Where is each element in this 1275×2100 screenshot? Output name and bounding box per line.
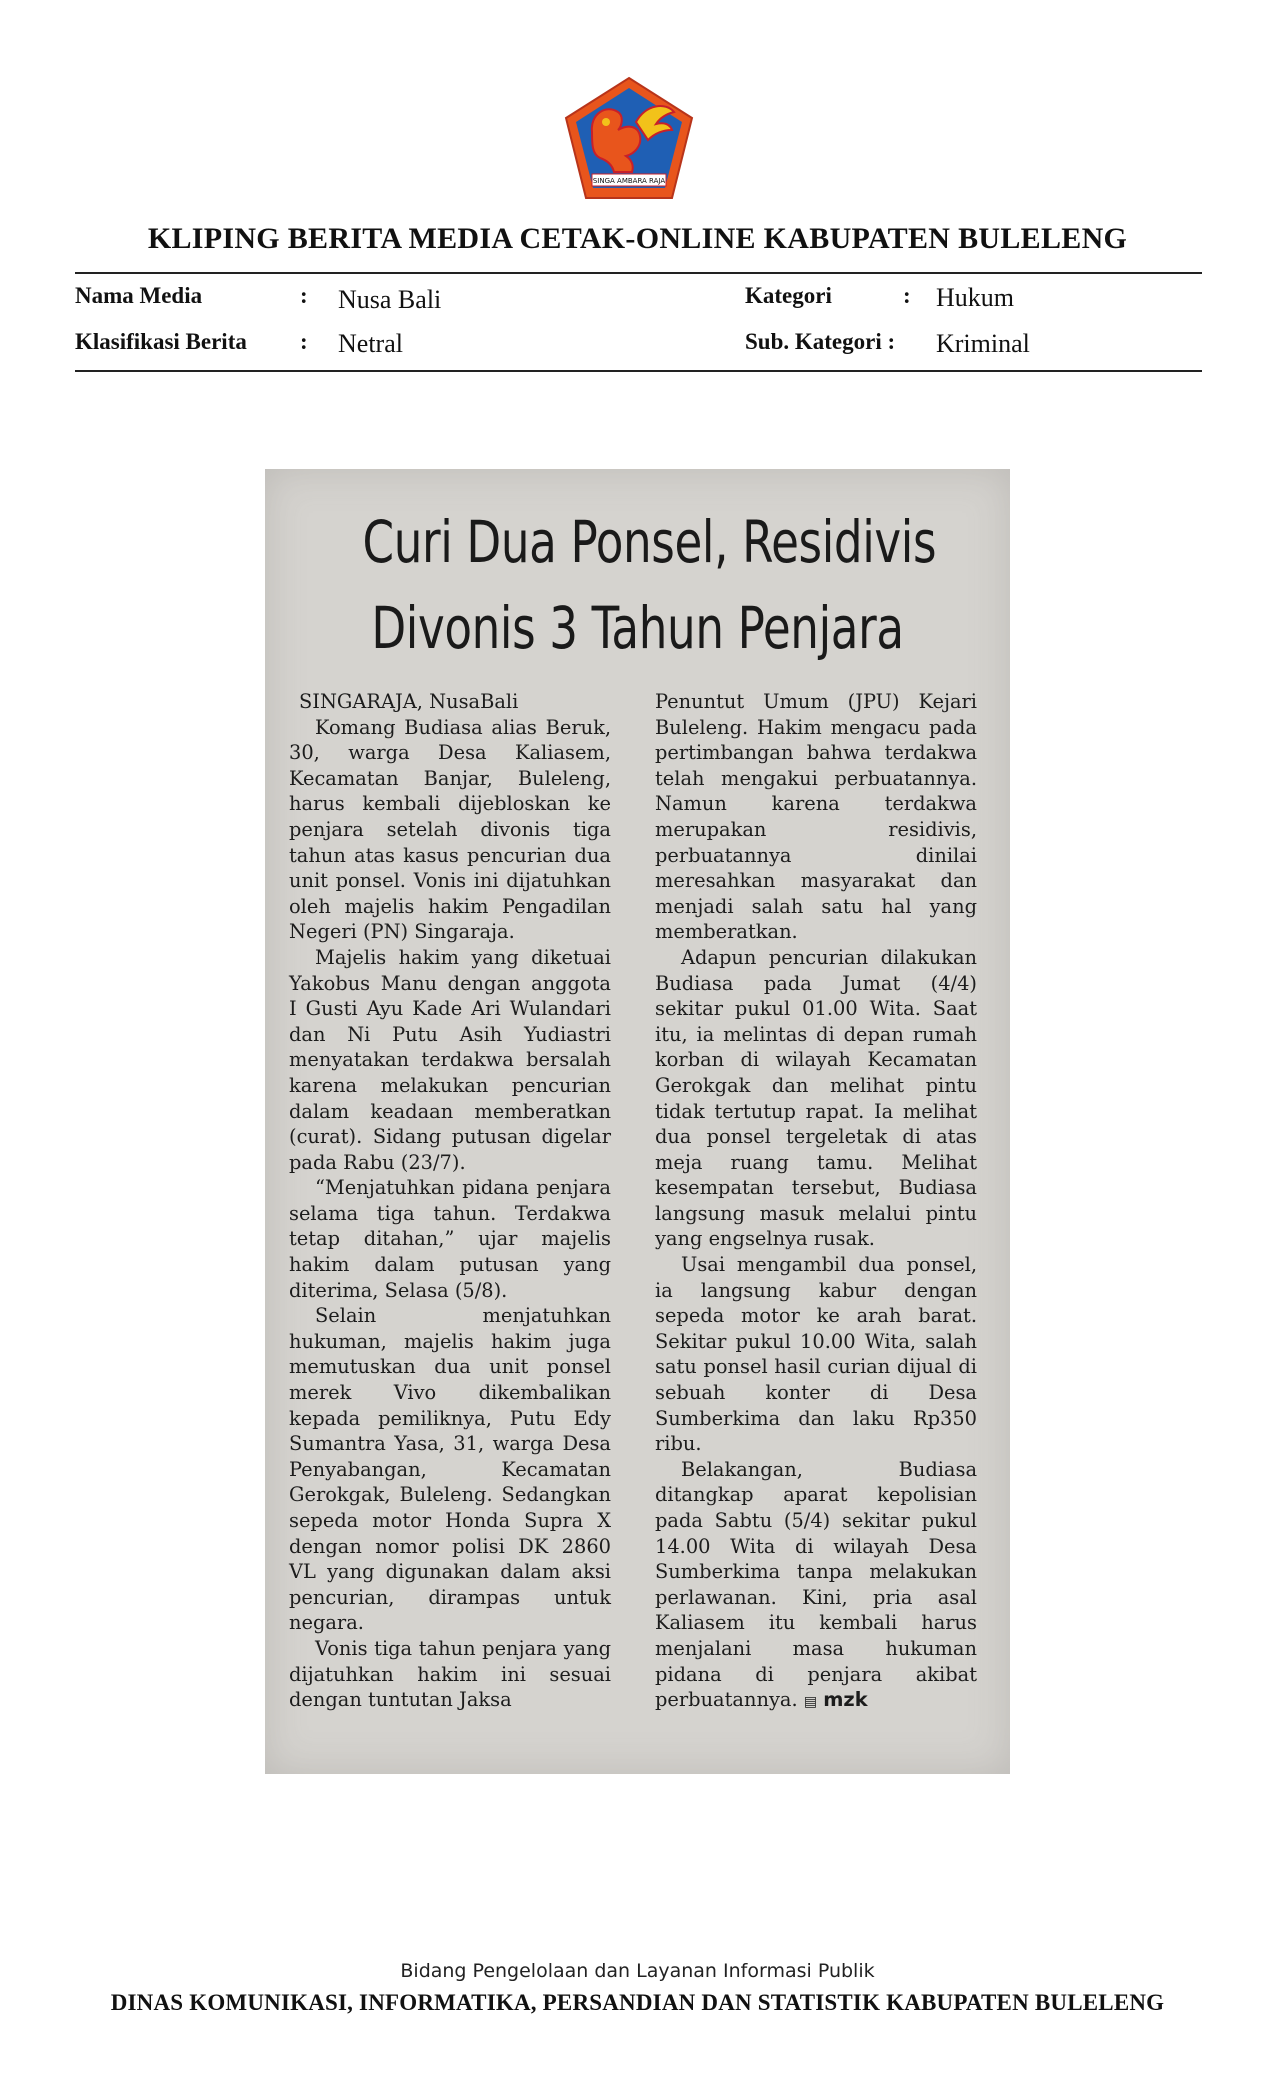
article-column-left [289,689,611,1713]
article-paragraph [655,1457,977,1716]
classification-label: Klasifikasi Berita [75,329,247,354]
article-column-right [655,689,977,1716]
newspaper-clipping [265,469,1010,1774]
emblem-motto: SINGA AMBARA RAJA [592,177,666,185]
category-label: Kategori [745,283,832,308]
newspaper-end-mark-icon: ▤ [803,1694,818,1711]
footer-agency: DINAS KOMUNIKASI, INFORMATIKA, PERSANDIAN DAN STATISTIK KABUPATEN BULELENG [110,1990,1165,2015]
article-paragraph: Penuntut Umum (JPU) Kejari Buleleng. Hakim mengacu pada pertimbangan bahwa terdakwa telah mengakui perbuatannya. Namun karena terdakwa merupakan residivis, perbuatannya dinilai meresahkan masyarakat dan menjadi salah satu hal yang memberatkan. [655,690,977,944]
footer-division: Bidang Pengelolaan dan Layanan Informasi Publik [400,1960,875,1982]
classification-colon: : [300,329,308,354]
category-colon: : [903,283,911,308]
subcategory-value: Kriminal [936,329,1030,358]
category-value: Hukum [936,283,1014,312]
header-divider-bottom [75,370,1202,372]
article-paragraph: Majelis hakim yang diketuai Yakobus Manu dengan anggota I Gusti Ayu Kade Ari Wulandari dan Ni Putu Asih Yudiastri menyatakan terdakwa bersalah karena melakukan pencurian dalam keadaan memberatkan (curat). Sidang putusan digelar pada Rabu (23/7). [289,945,611,1174]
article-paragraph-text: Belakangan, Budiasa ditangkap aparat kepolisian pada Sabtu (5/4) sekitar pukul 14.00 Wita di wilayah Desa Sumberkima tanpa melakukan perlawanan. Kini, pria asal Kaliasem itu kembali harus menjalani masa hukuman pidana di penjara akibat perbuatannya. [655,1457,977,1712]
subcategory-label: Sub. Kategori : [745,329,896,354]
article-paragraph: Adapun pencurian dilakukan Budiasa pada Jumat (4/4) sekitar pukul 01.00 Wita. Saat itu, ia melintas di depan rumah korban di wilayah Kecamatan Gerokgak dan melihat pintu tidak tertutup rapat. Ia melihat dua ponsel tergeletak di atas meja ruang tamu. Melihat kesempatan tersebut, Budiasa langsung masuk melalui pintu yang engselnya rusak. [655,945,977,1251]
article-headline [362,499,937,671]
media-name-value: Nusa Bali [338,285,442,314]
article-paragraph: “Menjatuhkan pidana penjara selama tiga tahun. Terdakwa tetap ditahan,” ujar majelis hakim dalam putusan yang diterima, Selasa (5/8). [289,1176,611,1302]
author-signature: mzk [823,1688,868,1712]
document-title: KLIPING BERITA MEDIA CETAK-ONLINE KABUPATEN BULELENG [147,222,1128,255]
article-paragraph: Komang Budiasa alias Beruk, 30, warga Desa Kaliasem, Kecamatan Banjar, Buleleng, harus kembali dijebloskan ke penjara setelah divonis tiga tahun atas kasus pencurian dua unit ponsel. Vonis ini dijatuhkan oleh majelis hakim Pengadilan Negeri (PN) Singaraja. [289,715,611,944]
header-divider-top [75,272,1202,274]
article-paragraph: Usai mengambil dua ponsel, ia langsung kabur dengan sepeda motor ke arah barat. Sekitar pukul 10.00 Wita, salah satu ponsel hasil curian dijual di sebuah konter di Desa Sumberkima dan laku Rp350 ribu. [655,1253,977,1456]
buleleng-emblem-logo [562,74,696,202]
media-name-label: Nama Media [75,283,203,308]
classification-value: Netral [338,329,403,358]
headline-line-2: Divonis 3 Tahun Penjara [371,594,904,662]
article-paragraph: Selain menjatuhkan hukuman, majelis hakim juga memutuskan dua unit ponsel merek Vivo dikembalikan kepada pemiliknya, Putu Edy Sumantra Yasa, 31, warga Desa Penyabangan, Kecamatan Gerokgak, Buleleng. Sedangkan sepeda motor Honda Supra X dengan nomor polisi DK 2860 VL yang digunakan dalam aksi pencurian, dirampas untuk negara. [289,1304,611,1635]
headline-line-1: Curi Dua Ponsel, Residivis [362,508,937,576]
media-name-colon: : [300,283,308,308]
article-dateline: SINGARAJA, NusaBali [299,690,519,713]
article-paragraph: Vonis tiga tahun penjara yang dijatuhkan hakim ini sesuai dengan tuntutan Jaksa [289,1636,611,1712]
